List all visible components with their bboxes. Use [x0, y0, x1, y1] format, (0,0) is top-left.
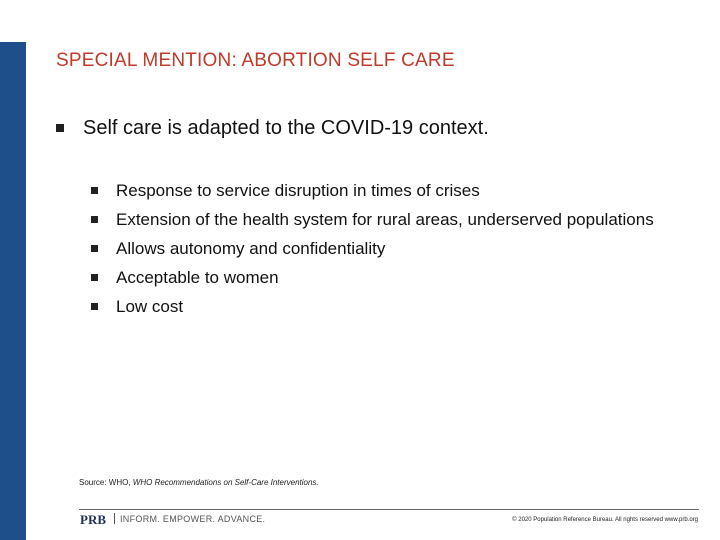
sub-bullet-text: Extension of the health system for rural areas, underserved populations — [116, 210, 654, 229]
logo-separator — [114, 513, 115, 524]
sub-bullet-item — [116, 180, 676, 201]
main-bullet-text: Self care is adapted to the COVID-19 context. — [83, 117, 489, 139]
footer-tagline: INFORM. EMPOWER. ADVANCE. — [120, 514, 266, 524]
bullet-marker — [91, 245, 98, 252]
sub-bullet-text: Low cost — [116, 297, 184, 316]
prb-logo: PRB — [80, 512, 106, 527]
sub-bullet-item — [116, 238, 676, 259]
sub-bullet-text: Response to service disruption in times of crises — [116, 181, 480, 200]
slide-title: SPECIAL MENTION: ABORTION SELF CARE — [56, 50, 455, 71]
sub-bullet-item — [116, 209, 676, 230]
source-title: WHO Recommendations on Self-Care Interventions. — [132, 478, 319, 487]
sub-bullet-text: Allows autonomy and confidentiality — [116, 239, 386, 258]
sub-bullet-item — [116, 296, 676, 317]
source-prefix: Source: WHO, — [79, 478, 133, 487]
bullet-marker — [91, 303, 98, 310]
bullet-marker — [91, 274, 98, 281]
left-accent-bar — [0, 42, 26, 540]
bullet-marker — [91, 216, 98, 223]
bullet-marker — [56, 124, 64, 132]
sub-bullet-item — [116, 267, 676, 288]
copyright-notice: © 2020 Population Reference Bureau. All rights reserved www.prb.org — [512, 517, 698, 523]
source-citation — [79, 478, 319, 487]
footer-divider — [79, 509, 699, 510]
sub-bullet-list — [116, 180, 676, 325]
bullet-marker — [91, 187, 98, 194]
sub-bullet-text: Acceptable to women — [116, 268, 279, 287]
